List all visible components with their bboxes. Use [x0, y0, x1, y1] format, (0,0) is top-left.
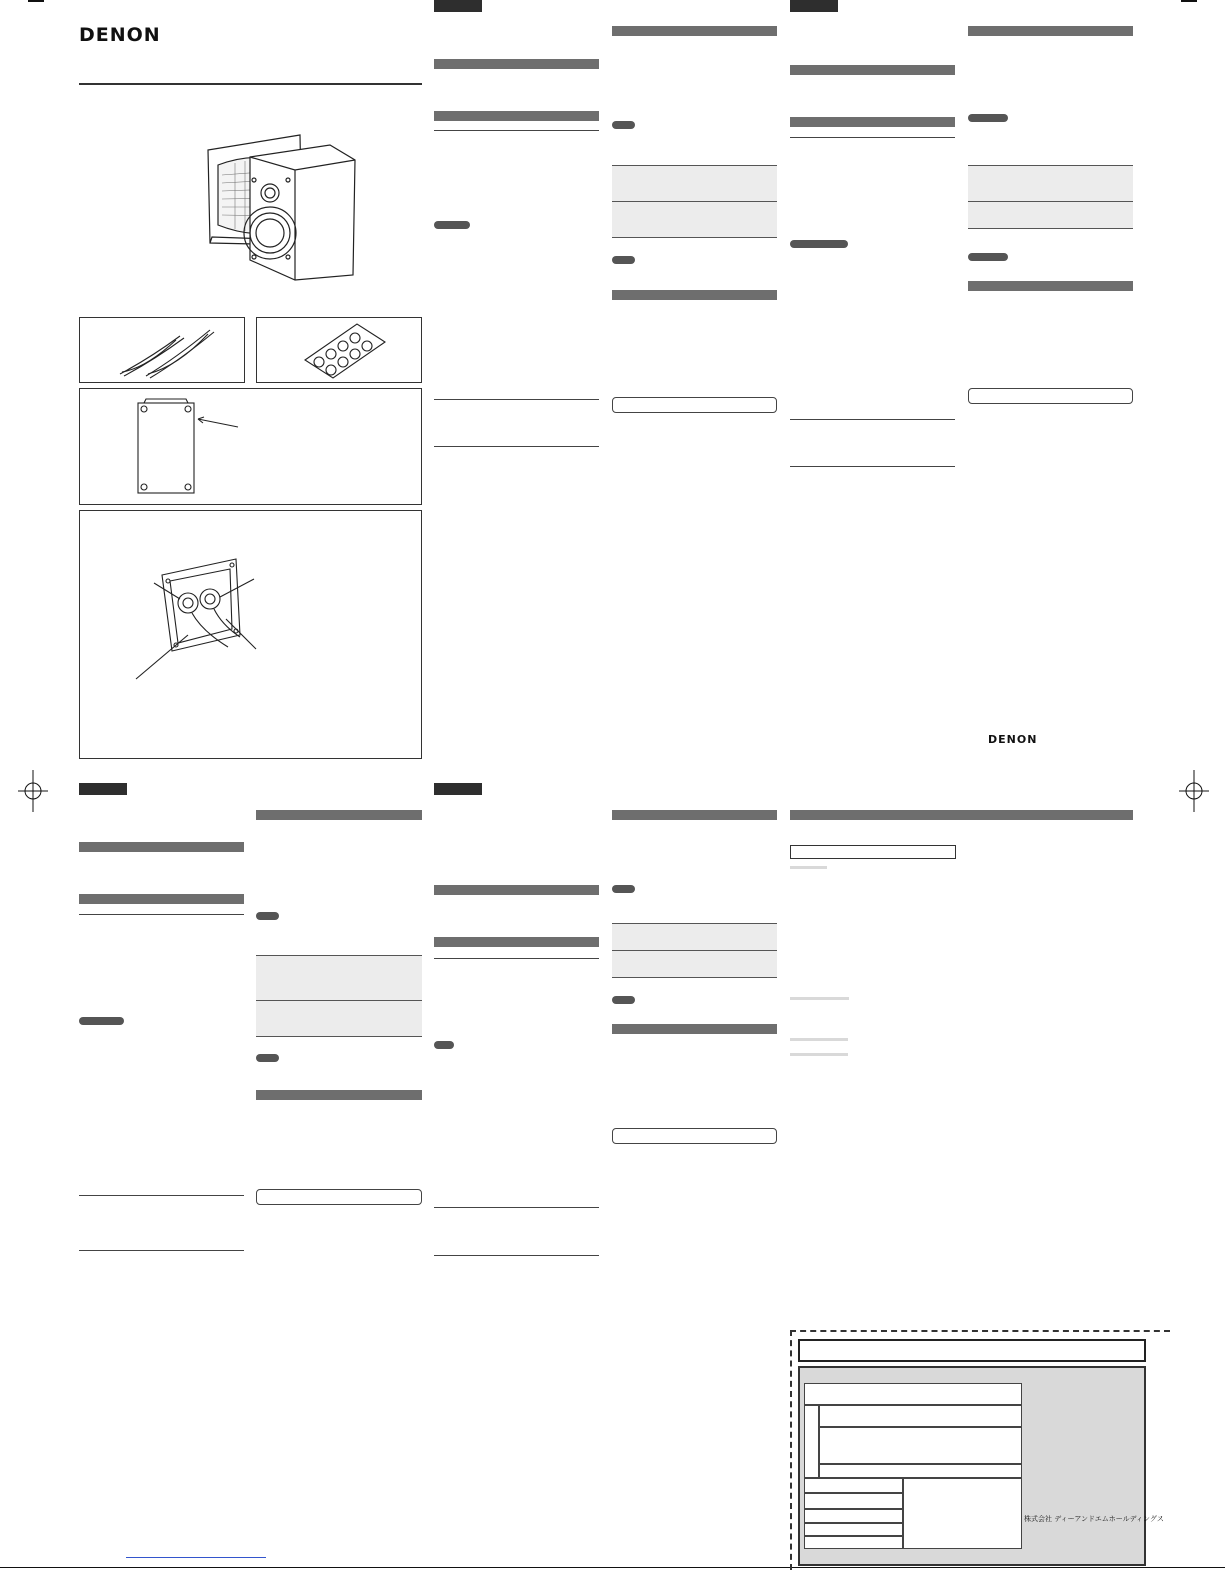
- rear-panel-box: [79, 388, 422, 505]
- note-pill: [612, 996, 635, 1004]
- section-divider: [434, 1255, 599, 1256]
- section-heading-bar: [79, 842, 244, 852]
- trim-mark: [1181, 0, 1197, 2]
- speaker-cable-box: [79, 317, 245, 383]
- faint-rule: [790, 1053, 848, 1056]
- note-pill: [968, 114, 1008, 122]
- section-heading-bar: [612, 810, 777, 820]
- subheading-pill: [79, 1017, 124, 1025]
- terminal-box: [79, 510, 422, 759]
- form-field[interactable]: [819, 1427, 1022, 1464]
- note-pill: [256, 912, 279, 920]
- speaker-illustration: [190, 125, 365, 290]
- subheading-pill: [434, 1041, 454, 1049]
- form-title-box: [798, 1339, 1146, 1362]
- cushion-pads-box: [256, 317, 422, 383]
- faint-rule: [790, 997, 849, 1000]
- section-heading-bar: [968, 281, 1133, 291]
- info-row: [612, 165, 777, 202]
- info-row: [612, 201, 777, 238]
- outlined-label-box: [790, 845, 956, 859]
- info-row: [256, 955, 422, 1001]
- section-heading-bar-wide: [790, 810, 1133, 820]
- section-divider: [434, 130, 599, 131]
- outlined-heading: [612, 1128, 777, 1144]
- section-heading-bar: [612, 290, 777, 300]
- form-field[interactable]: [804, 1478, 903, 1493]
- rear-panel-illustration: [80, 389, 421, 504]
- note-pill: [612, 885, 635, 893]
- note-pill: [968, 253, 1008, 261]
- speaker-cable-illustration: [80, 318, 244, 382]
- section-divider: [790, 419, 955, 420]
- registration-mark-icon: [18, 770, 48, 812]
- subheading-pill: [790, 240, 848, 248]
- section-heading-bar: [434, 59, 599, 69]
- section-divider: [434, 399, 599, 400]
- form-field[interactable]: [819, 1464, 1022, 1478]
- info-row: [612, 950, 777, 978]
- section-heading-bar: [434, 111, 599, 121]
- trim-mark: [28, 0, 44, 2]
- faint-rule: [790, 1038, 848, 1041]
- section-heading-bar: [434, 937, 599, 947]
- terminal-illustration: [80, 511, 421, 758]
- brand-logo: DENON: [79, 24, 161, 46]
- outlined-heading: [612, 397, 777, 413]
- section-heading-bar: [256, 1090, 422, 1100]
- info-row: [612, 923, 777, 951]
- registration-mark-icon: [1179, 770, 1209, 812]
- form-field[interactable]: [819, 1405, 1022, 1427]
- brand-logo-small: DENON: [988, 733, 1038, 746]
- form-field[interactable]: [804, 1405, 819, 1478]
- section-divider: [434, 1207, 599, 1208]
- info-row: [256, 1000, 422, 1037]
- info-row: [968, 165, 1133, 202]
- section-divider: [79, 1250, 244, 1251]
- section-heading-bar: [612, 1024, 777, 1034]
- info-row: [968, 201, 1133, 229]
- note-pill: [612, 121, 635, 129]
- section-heading-bar: [790, 117, 955, 127]
- note-pill: [612, 256, 635, 264]
- section-divider: [790, 466, 955, 467]
- form-field[interactable]: [804, 1523, 903, 1536]
- outlined-heading: [968, 388, 1133, 404]
- language-tab[interactable]: [434, 0, 482, 12]
- section-divider: [79, 1195, 244, 1196]
- section-heading-bar: [256, 810, 422, 820]
- section-divider: [434, 446, 599, 447]
- language-tab[interactable]: [434, 783, 482, 795]
- faint-rule: [790, 866, 827, 869]
- section-heading-bar: [79, 894, 244, 904]
- section-heading-bar: [968, 26, 1133, 36]
- company-name: 株式会社 ディーアンドエムホールディングス: [1024, 1515, 1164, 1523]
- form-field[interactable]: [903, 1478, 1022, 1549]
- section-heading-bar: [612, 26, 777, 36]
- form-field[interactable]: [804, 1383, 1022, 1405]
- section-divider: [79, 914, 244, 915]
- section-divider: [434, 958, 599, 959]
- form-field[interactable]: [804, 1536, 903, 1549]
- section-heading-bar: [790, 65, 955, 75]
- language-tab[interactable]: [790, 0, 838, 12]
- outlined-heading: [256, 1189, 422, 1205]
- form-field[interactable]: [804, 1509, 903, 1523]
- subheading-pill: [434, 221, 470, 229]
- link-underline[interactable]: [126, 1557, 266, 1558]
- section-heading-bar: [434, 885, 599, 895]
- form-field[interactable]: [804, 1493, 903, 1509]
- language-tab[interactable]: [79, 783, 127, 795]
- note-pill: [256, 1054, 279, 1062]
- cushion-pads-illustration: [257, 318, 421, 382]
- title-rule: [79, 83, 422, 85]
- section-divider: [790, 137, 955, 138]
